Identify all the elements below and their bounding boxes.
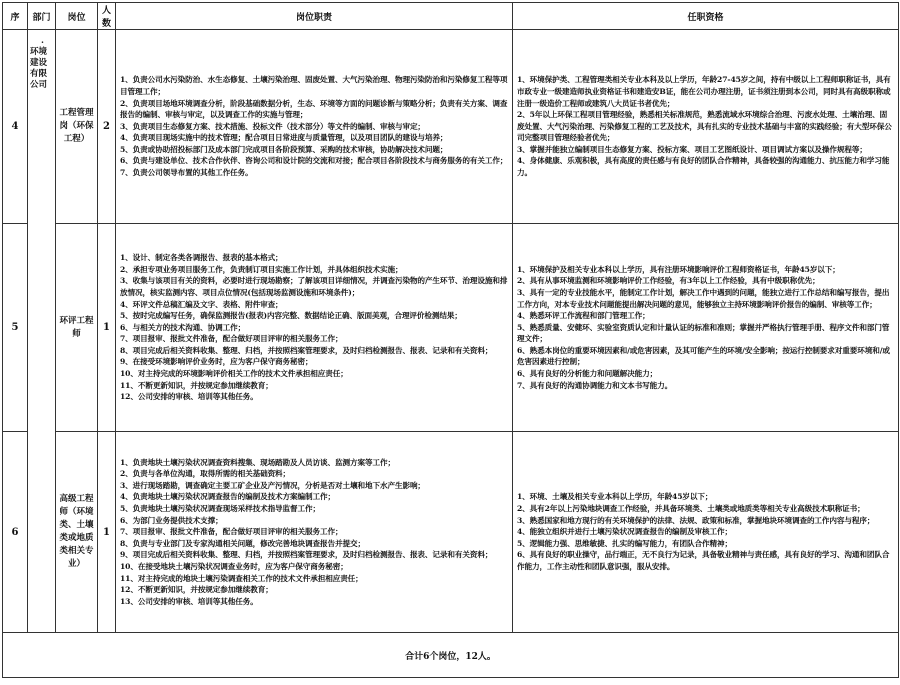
department-cell — [28, 30, 56, 633]
requirements-list — [513, 489, 898, 574]
list-item: 2、具有2年以上污染地块调查工作经验，并具备环境类、土壤类或地质类等相关专业高级技术职称证书； — [517, 504, 865, 514]
list-item: 1、负责公司水污染防治、水生态修复、土壤污染治理、固废处置、大气污染治理、物理污染防治和污染修复工程等项目管理工作； — [120, 75, 508, 96]
list-item: 1、环境保护类、工程管理类相关专业本科及以上学历，年龄27-45岁之间，持有中级以上工程师职称证书，具有市政专业一级建造师执业资格证书和建造安B证，能在公司办理注册，证书须注册到本公司，同时具有高级职称或注册一级造价工程师或建筑八大员证书者优先； — [517, 75, 891, 108]
row-number: 6 — [3, 432, 28, 633]
list-item: 4、身体健康、乐观积极，具有高度的责任感与有良好的团队合作精神，具备较强的沟通能力、抗压能力和学习能力。 — [517, 156, 890, 178]
list-item: 5、负责地块土壤污染状况调查现场采样技术指导监督工作； — [120, 504, 321, 514]
headcount: 1 — [98, 224, 116, 432]
list-item: 7、项目报审、报批文件准备，配合做好项目评审的相关服务工作； — [120, 334, 343, 344]
requirements-cell — [513, 30, 899, 224]
list-item: 4、熟悉环评工作流程和部门管理工作； — [517, 311, 650, 321]
list-item: 3、熟悉国家和地方现行的有关环境保护的法律、法规、政策和标准，掌握地块环境调查的工作内容与程序； — [517, 515, 875, 525]
list-item: 2、承担专项业务项目服务工作，负责制订项目实施工作计划，并具体组织技术实施； — [120, 264, 403, 274]
duties-cell — [116, 432, 513, 633]
header-requirements: 任职资格 — [513, 3, 899, 30]
requirements-cell — [513, 224, 899, 432]
list-item: 5、逻辑能力强、思维敏捷、扎实的编写能力，有团队合作精神； — [517, 538, 733, 548]
headcount: 1 — [98, 432, 116, 633]
duties-list — [116, 455, 512, 610]
list-item: 2、5年以上环保工程项目管理经验，熟悉相关标准规范，熟悉流域水环境综合治理、污废水处理、土壤治理、固废处置、大气污染治理、污染修复工程的工艺及技术，具有扎实的专业技术基础与丰富的实践经验；有大型环保公司完整项目管理经验者优先； — [517, 110, 892, 143]
header-no: 序 — [3, 3, 28, 30]
list-item: 7、项目报审、报批文件准备，配合做好项目评审的相关服务工作； — [120, 527, 343, 537]
headcount: 2 — [98, 30, 116, 224]
list-item: 3、具有一定的专业技能水平，能制定工作计划，解决工作中遇到的问题，能独立进行工作总结和编写报告，提出工作方向，对本专业技术问题能提出解决问题的意见，能够独立主持环境影响评价报告的编制、审核等工作； — [517, 287, 890, 309]
list-item: 6、与相关方的技术沟通、协调工作； — [120, 322, 246, 332]
list-item: 8、负责与专业部门及专家沟通相关问题，修改完善地块调查报告并提交； — [120, 538, 365, 548]
header-dept: 部门 — [28, 3, 56, 30]
table-row — [3, 432, 899, 633]
requirements-list — [513, 72, 898, 180]
list-item: 3、掌握并能独立编制项目生态修复方案、投标方案、项目工艺图纸设计、项目调试方案以及操作规程等； — [517, 144, 867, 154]
requirements-cell — [513, 432, 899, 633]
row-number: 5 — [3, 224, 28, 432]
list-item: 6、负责与建设单位、技术合作伙伴、咨询公司和设计院的交流和对接；配合项目各阶段技术与商务服务的有关工作； — [120, 156, 508, 166]
recruitment-table — [2, 2, 899, 678]
list-item: 11、对主持完成的地块土壤污染调查相关工作的技术文件承担相应责任； — [120, 573, 363, 583]
header-position: 岗位 — [56, 3, 98, 30]
list-item: 7、具有良好的沟通协调能力和文本书写能力。 — [517, 380, 673, 390]
list-item: 9、项目完成后相关资料收集、整理、归档，并按照档案管理要求，及时归档检测报告、报表、记录和有关资料； — [120, 550, 493, 560]
list-item: 4、能独立组织并进行土壤污染状况调查报告的编制及审核工作； — [517, 527, 733, 537]
duties-list — [116, 72, 512, 180]
list-item: 2、负责项目场地环境调查分析，阶段基础数据分析，生态、环境等方面的问题诊断与策略分析；负责有关方案、调查报告的编制、审核与审定，以及调查工作的实施与管理； — [120, 98, 508, 120]
list-item: 12、公司安排的审核、培训等其他任务。 — [120, 392, 258, 402]
list-item: 3、进行现场踏勘，调查确定主要工矿企业及产污情况，分析是否对土壤和地下水产生影响； — [120, 480, 425, 490]
list-item: 10、对主持完成的环境影响评价相关工作的技术文件承担相应责任； — [120, 369, 348, 379]
duties-cell — [116, 224, 513, 432]
list-item: 5、负责或协助招投标部门及成本部门完成项目各阶段预算、采购的技术审核，协助解决技术问题； — [120, 144, 448, 154]
list-item: 3、收集与该项目有关的资料，必要时进行现场勘察；了解该项目详细情况，并调查污染物的产生环节、治理设施和排放情况，核实监测内容、项目点位情况(包括现场监测设施和环境条件)； — [120, 276, 508, 297]
position-name: 环评工程师 — [56, 224, 98, 432]
list-item: 4、环评文件总稿汇编及文字、表格、附件审查； — [120, 299, 283, 309]
list-item: 3、负责项目生态修复方案、技术措施、投标文件（技术部分）等文件的编制、审核与审定； — [120, 121, 425, 131]
list-item: 5、按时完成编写任务，确保监测报告(报表)内容完整、数据结论正确、版面美观，合理评价检测结果； — [120, 311, 462, 321]
list-item: 12、不断更新知识，并按规定参加继续教育； — [120, 585, 273, 595]
table-row — [3, 224, 899, 432]
list-item: 7、负责公司领导布置的其他工作任务。 — [120, 168, 253, 178]
department-dot: . — [41, 36, 44, 46]
list-item: 4、负责地块土壤污染状况调查报告的编制及技术方案编制工作； — [120, 492, 336, 502]
list-item: 9、在接受环境影响评价业务时，应为客户保守商务秘密； — [120, 357, 313, 367]
duties-list — [116, 250, 512, 405]
list-item: 1、设计、制定各类各调报告、报表的基本格式； — [120, 253, 283, 263]
duties-cell — [116, 30, 513, 224]
list-item: 1、环境保护及相关专业本科以上学历，具有注册环境影响评价工程师资格证书，年龄45岁以下； — [517, 264, 840, 274]
department-name: 环境建设有限公司 — [30, 47, 48, 90]
list-item: 13、公司安排的审核、培训等其他任务。 — [120, 596, 258, 606]
list-item: 11、不断更新知识，并按规定参加继续教育； — [120, 380, 273, 390]
position-name: 工程管理岗（环保工程） — [56, 30, 98, 224]
total-text: 合计6个岗位，12人。 — [3, 633, 899, 678]
list-item: 2、具有从事环境监测和环境影响评价工作经验，有3年以上工作经验，具有中级职称优先； — [517, 276, 820, 286]
list-item: 6、具有良好的分析能力和问题解决能力； — [517, 369, 658, 379]
total-row — [3, 633, 899, 678]
list-item: 4、负责项目现场实施中的技术管理；配合项目日常进度与质量管理，以及项目团队的建设与培养； — [120, 133, 448, 143]
list-item: 6、具有良好的职业操守，品行端正，无不良行为记录，具备敬业精神与责任感，具有良好的学习、沟通和团队合作能力，工作主动性和团队意识强，服从安排。 — [517, 550, 890, 571]
list-item: 6、为部门业务提供技术支撑； — [120, 515, 223, 525]
header-duties: 岗位职责 — [116, 3, 513, 30]
position-name: 高级工程师（环境类、土壤类或地质类相关专业） — [56, 432, 98, 633]
requirements-list — [513, 262, 898, 394]
table-header-row — [3, 3, 899, 30]
row-number: 4 — [3, 30, 28, 224]
list-item: 2、负责与各单位沟通，取得所需的相关基础资料； — [120, 469, 291, 479]
table-row — [3, 30, 899, 224]
list-item: 6、熟悉本岗位的重要环境因素和/或危害因素，及其可能产生的环境/安全影响；按运行控制要求对重要环境和/或危害因素进行控制； — [517, 345, 890, 367]
list-item: 1、环境、土壤及相关专业本科以上学历，年龄45岁以下； — [517, 492, 713, 502]
header-count: 人数 — [98, 3, 116, 30]
list-item: 1、负责地块土壤污染状况调查资料搜集、现场踏勘及人员访谈、监测方案等工作； — [120, 457, 395, 467]
list-item: 5、熟悉质量、安健环、实验室资质认定和计量认证的标准和准则；掌握并严格执行管理手册、程序文件和部门管理文件； — [517, 322, 890, 344]
list-item: 8、项目完成后相关资料收集、整理、归档，并按照档案管理要求，及时归档检测报告、报表、记录和有关资料； — [120, 345, 493, 355]
list-item: 10、在接受地块土壤污染状况调查业务时，应为客户保守商务秘密； — [120, 561, 348, 571]
